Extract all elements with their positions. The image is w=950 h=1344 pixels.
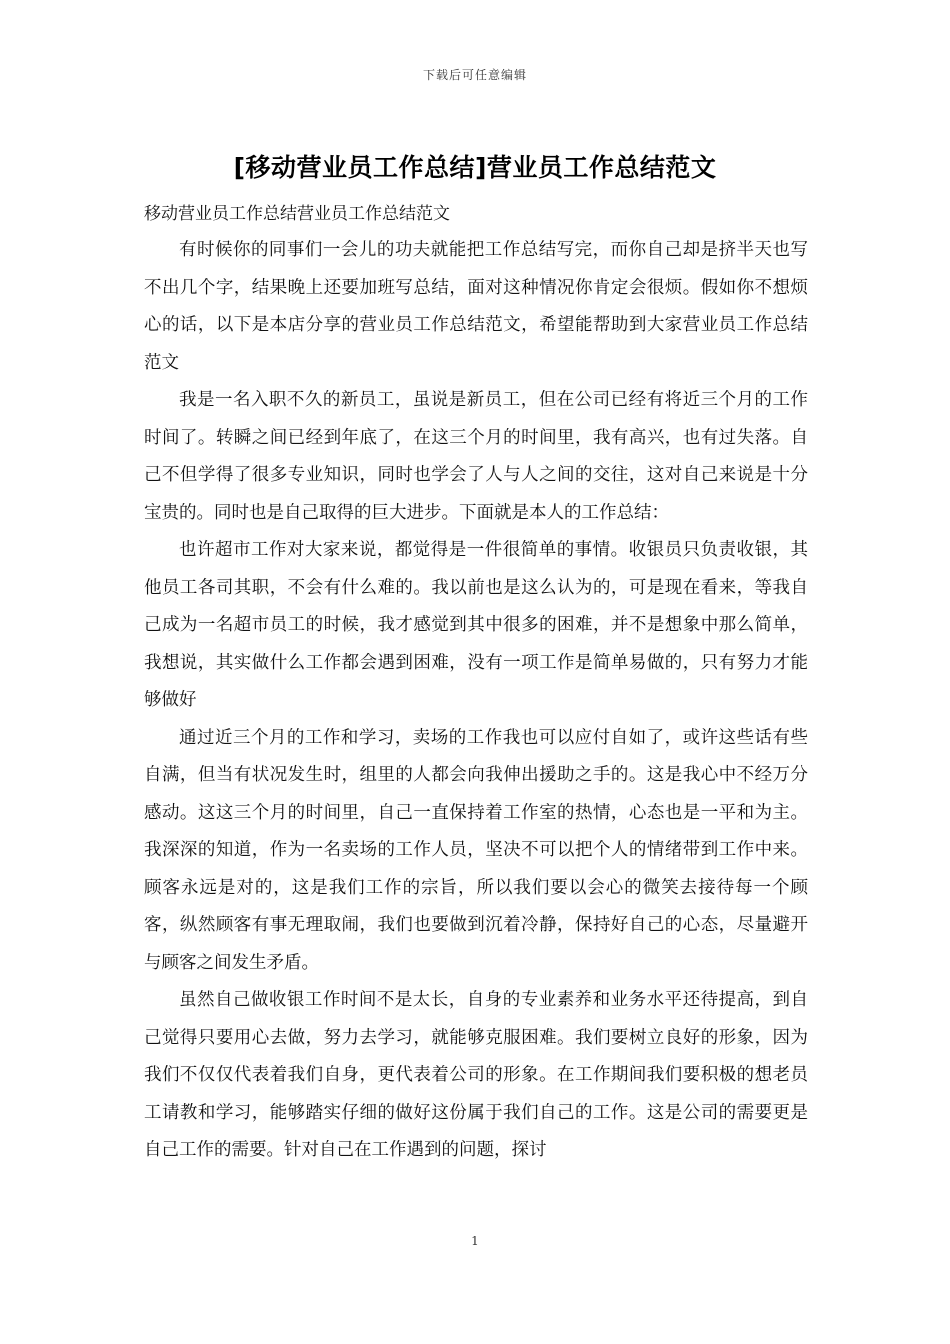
document-title: [移动营业员工作总结]营业员工作总结范文: [233, 153, 717, 182]
paragraph: 通过近三个月的工作和学习，卖场的工作我也可以应付自如了，或许这些话有些自满，但当有状况发生时，组里的人都会向我伸出援助之手的。这是我心中不经万分感动。这这三个月的时间里，自己一直保持着工作室的热情，心态也是一平和为主。我深深的知道，作为一名卖场的工作人员，坚决不可以把个人的情绪带到工作中来。顾客永远是对的，这是我们工作的宗旨，所以我们要以会心的微笑去接待每一个顾客，纵然顾客有事无理取闹，我们也要做到沉着冷静，保持好自己的心态，尽量避开与顾客之间发生矛盾。: [144, 727, 808, 973]
page-number: 1: [471, 1234, 479, 1248]
paragraph: 也许超市工作对大家来说，都觉得是一件很简单的事情。收银员只负责收银，其他员工各司其职，不会有什么难的。我以前也是这么认为的，可是现在看来，等我自己成为一名超市员工的时候，我才感觉到其中很多的困难，并不是想象中那么简单，我想说，其实做什么工作都会遇到困难，没有一项工作是简单易做的，只有努力才能够做好: [144, 540, 808, 710]
paragraph: 有时候你的同事们一会儿的功夫就能把工作总结写完，而你自己却是挤半天也写不出几个字，结果晚上还要加班写总结，面对这种情况你肯定会很烦。假如你不想烦心的话，以下是本店分享的营业员工作总结范文，希望能帮助到大家营业员工作总结范文: [144, 240, 808, 373]
paragraph: 我是一名入职不久的新员工，虽说是新员工，但在公司已经有将近三个月的工作时间了。转瞬之间已经到年底了，在这三个月的时间里，我有高兴，也有过失落。自己不但学得了很多专业知识，同时也学会了人与人之间的交往，这对自己来说是十分宝贵的。同时也是自己取得的巨大进步。下面就是本人的工作总结：: [144, 390, 808, 523]
paragraph: 虽然自己做收银工作时间不是太长，自身的专业素养和业务水平还待提高，到自己觉得只要用心去做，努力去学习，就能够克服困难。我们要树立良好的形象，因为我们不仅仅代表着我们自身，更代表着公司的形象。在工作期间我们要积极的想老员工请教和学习，能够踏实仔细的做好这份属于我们自己的工作。这是公司的需要更是自己工作的需要。针对自己在工作遇到的问题，探讨: [144, 990, 808, 1160]
document-subtitle: 移动营业员工作总结营业员工作总结范文: [144, 204, 450, 224]
document-body: [144, 196, 808, 1170]
header-note: 下载后可任意编辑: [422, 68, 527, 82]
